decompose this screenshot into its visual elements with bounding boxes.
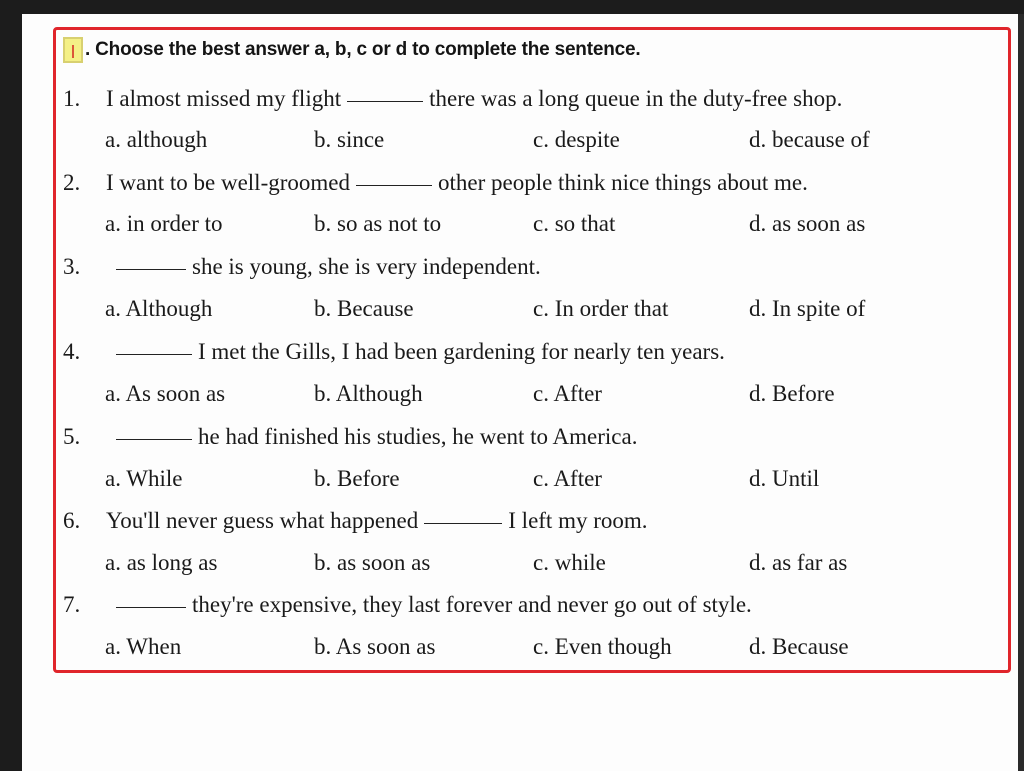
- option-a[interactable]: a. When: [105, 634, 182, 659]
- option-c[interactable]: c. After: [533, 381, 602, 406]
- top-dark-bar: [0, 0, 1024, 14]
- exercise-number-badge: I: [63, 37, 83, 63]
- option-b[interactable]: b. Before: [314, 466, 400, 491]
- option-a[interactable]: a. As soon as: [105, 381, 226, 406]
- question-text-after: other people think nice things about me.: [437, 170, 808, 195]
- answer-blank[interactable]: [116, 438, 192, 440]
- answer-blank[interactable]: [347, 100, 423, 102]
- question-text-after: they're expensive, they last forever and never go out of style.: [192, 592, 752, 617]
- question-text-after: I met the Gills, I had been gardening for nearly ten years.: [198, 339, 725, 364]
- option-d[interactable]: d. In spite of: [749, 296, 866, 321]
- question-text-before: I almost missed my flight: [106, 86, 342, 111]
- option-d[interactable]: d. as far as: [749, 550, 848, 575]
- option-b[interactable]: b. as soon as: [314, 550, 431, 575]
- answer-blank[interactable]: [424, 522, 502, 524]
- option-b[interactable]: b. Because: [314, 296, 414, 321]
- exercise-instruction: [63, 34, 640, 66]
- question-number: 6.: [63, 508, 81, 533]
- option-a[interactable]: a. While: [105, 466, 183, 491]
- option-c[interactable]: c. while: [533, 550, 606, 575]
- option-d[interactable]: d. Before: [749, 381, 835, 406]
- question-text: [106, 424, 637, 450]
- option-c[interactable]: c. so that: [533, 211, 616, 236]
- option-d[interactable]: d. as soon as: [749, 211, 866, 236]
- left-dark-bar: [0, 14, 22, 771]
- option-d[interactable]: d. because of: [749, 127, 870, 152]
- question-text: [106, 339, 725, 365]
- question-text-after: there was a long queue in the duty-free shop.: [429, 86, 843, 111]
- option-a[interactable]: a. in order to: [105, 211, 223, 236]
- answer-blank[interactable]: [116, 606, 186, 608]
- question-text-after: I left my room.: [508, 508, 648, 533]
- instruction-text: . Choose the best answer a, b, c or d to complete the sentence.: [85, 39, 641, 60]
- option-c[interactable]: c. After: [533, 466, 602, 491]
- answer-blank[interactable]: [116, 268, 186, 270]
- option-c[interactable]: c. In order that: [533, 296, 669, 321]
- option-c[interactable]: c. despite: [533, 127, 620, 152]
- question-text-after: she is young, she is very independent.: [192, 254, 541, 279]
- option-a[interactable]: a. although: [105, 127, 208, 152]
- question-text: [106, 170, 808, 196]
- question-number: 7.: [63, 592, 81, 617]
- question-number: 2.: [63, 170, 81, 195]
- question-number: 1.: [63, 86, 81, 111]
- right-dark-bar: [1018, 14, 1024, 771]
- question-text: [106, 592, 752, 618]
- option-c[interactable]: c. Even though: [533, 634, 672, 659]
- option-d[interactable]: d. Until: [749, 466, 820, 491]
- question-text: [106, 254, 541, 280]
- answer-blank[interactable]: [116, 353, 192, 355]
- question-number: 5.: [63, 424, 81, 449]
- option-b[interactable]: b. Although: [314, 381, 423, 406]
- option-a[interactable]: a. as long as: [105, 550, 218, 575]
- question-text-after: he had finished his studies, he went to America.: [198, 424, 638, 449]
- question-number: 3.: [63, 254, 81, 279]
- option-a[interactable]: a. Although: [105, 296, 213, 321]
- question-number: 4.: [63, 339, 81, 364]
- option-d[interactable]: d. Because: [749, 634, 849, 659]
- question-text: [106, 508, 648, 534]
- question-text: [106, 86, 842, 112]
- option-b[interactable]: b. since: [314, 127, 385, 152]
- answer-blank[interactable]: [356, 184, 432, 186]
- question-text-before: I want to be well-groomed: [106, 170, 350, 195]
- option-b[interactable]: b. so as not to: [314, 211, 442, 236]
- option-b[interactable]: b. As soon as: [314, 634, 436, 659]
- question-text-before: You'll never guess what happened: [106, 508, 419, 533]
